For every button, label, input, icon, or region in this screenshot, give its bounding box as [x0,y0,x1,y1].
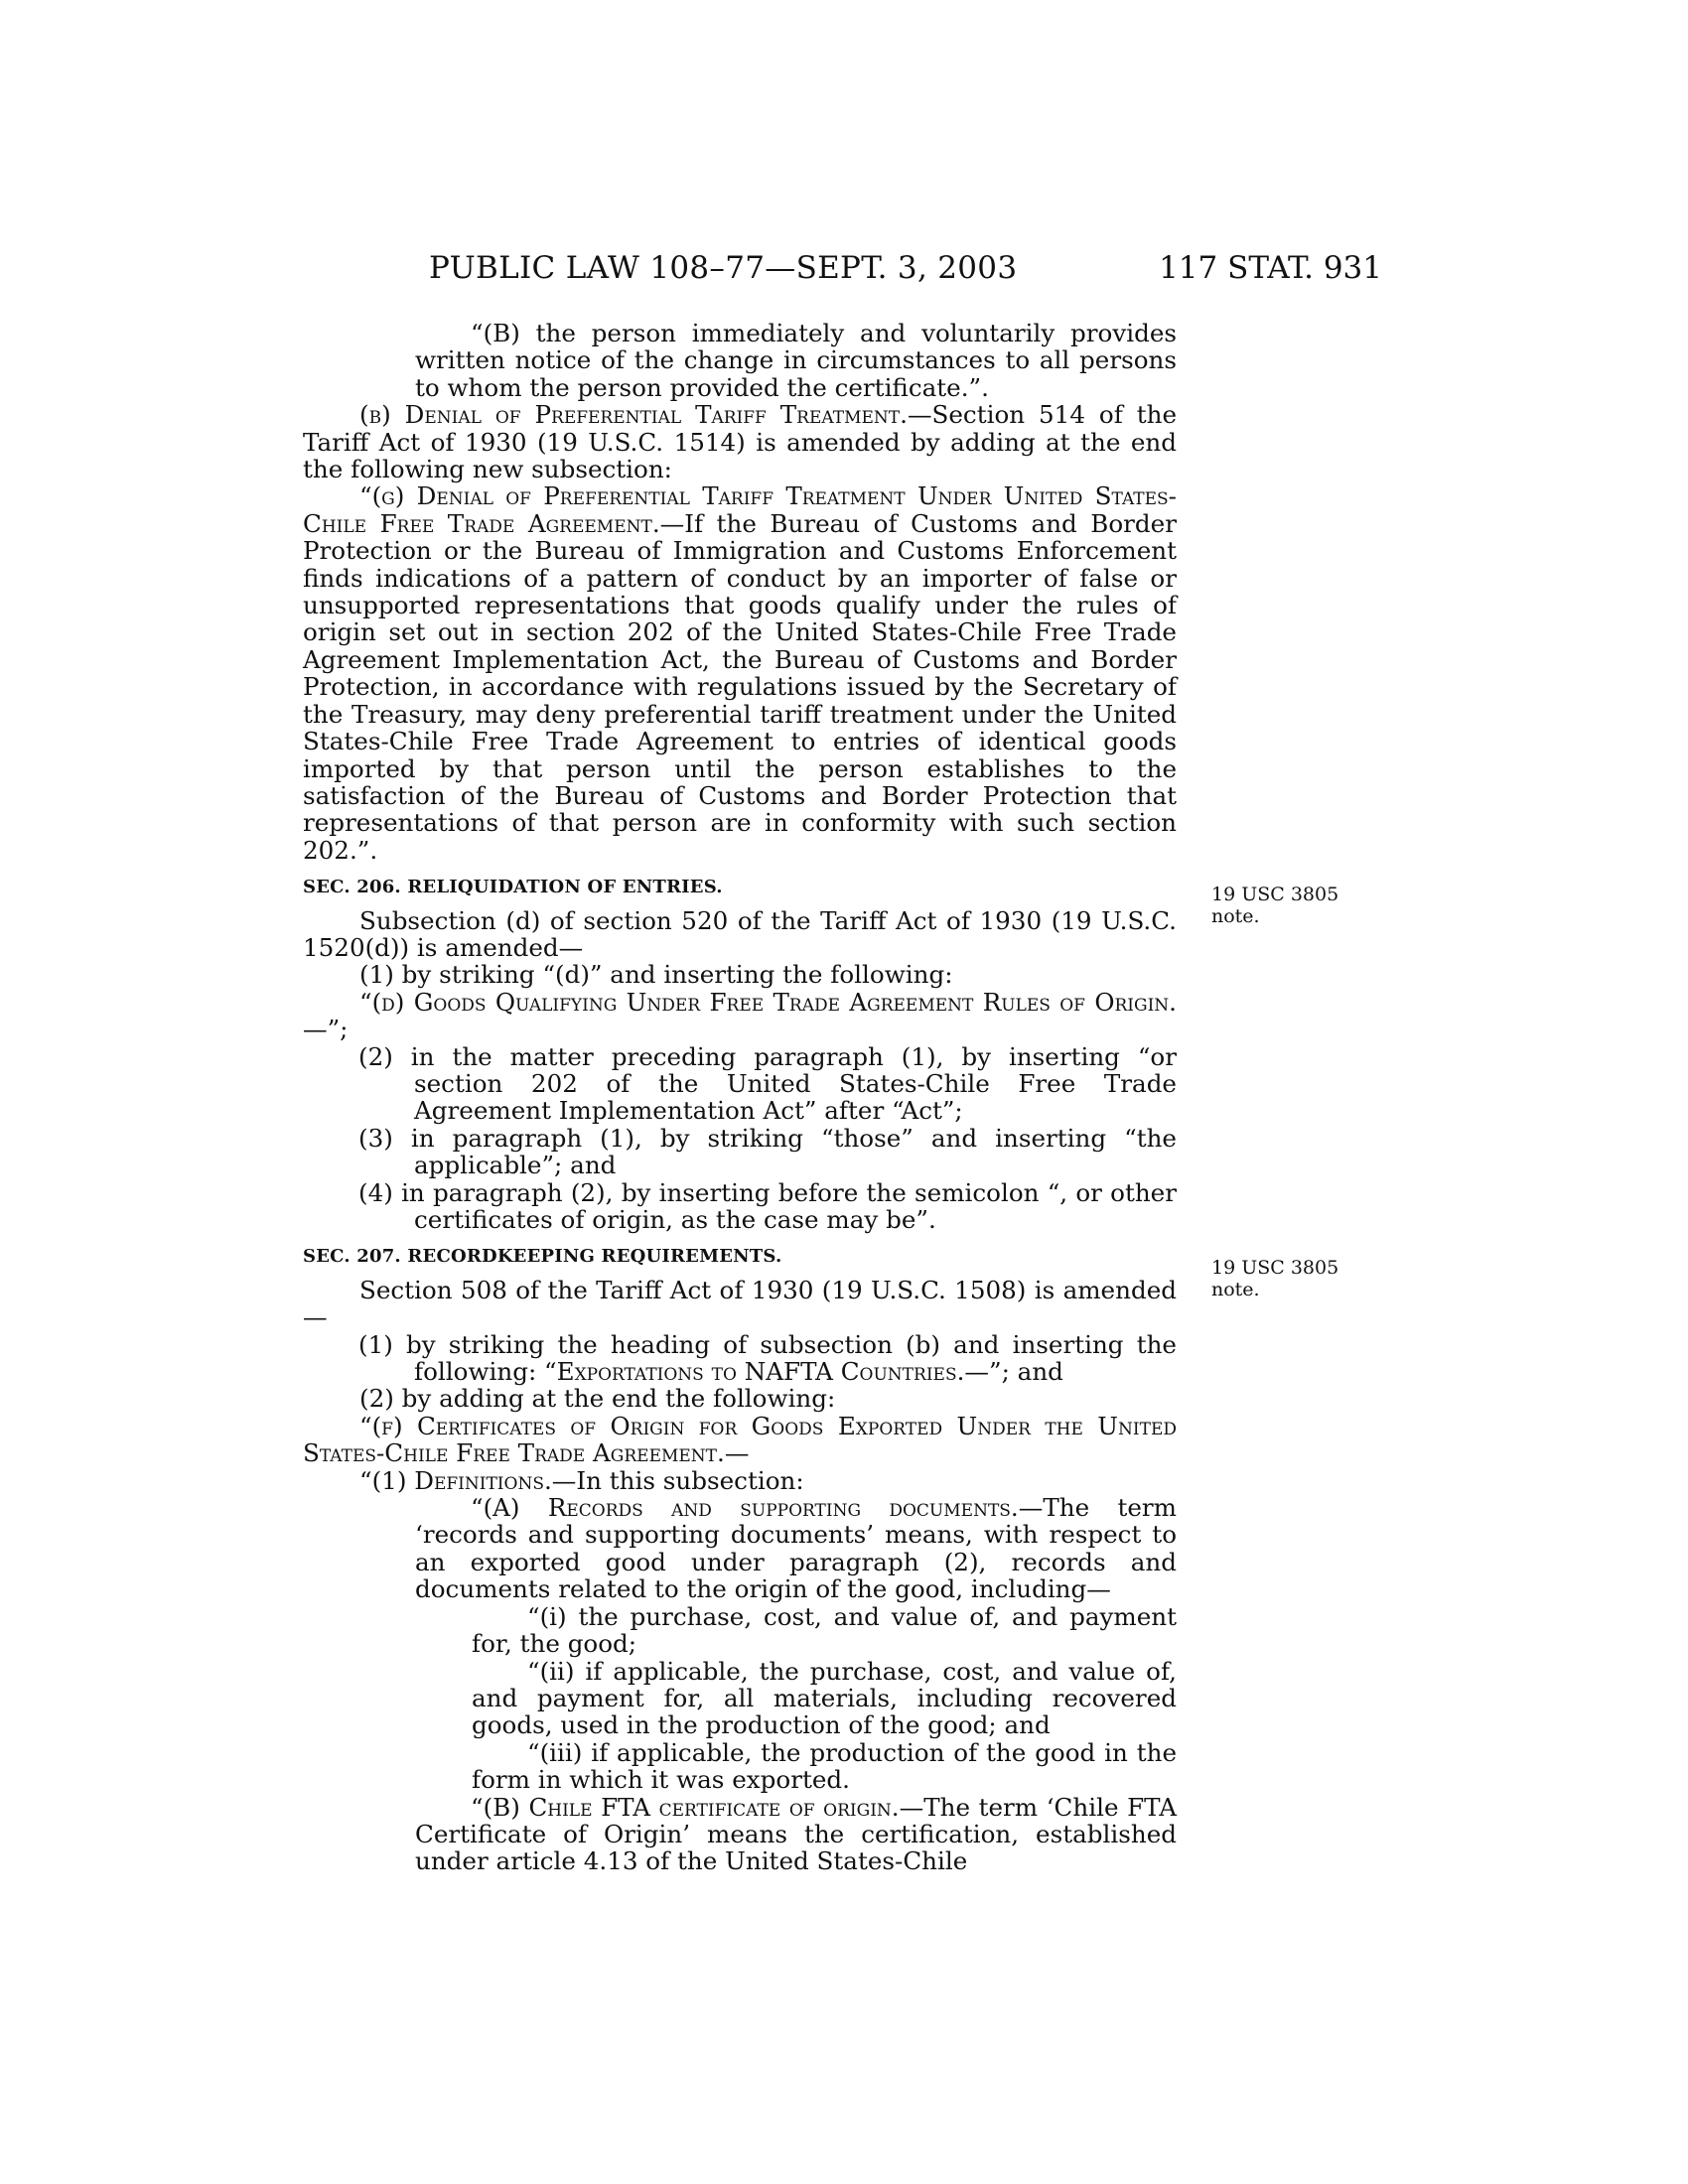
subsection-heading: “(1) Definitions. [359,1465,552,1495]
paragraph-207-subsection-f [303,1413,1177,1467]
paragraph-206-item-2: (2) in the matter preceding paragraph (1), by inserting “or section 202 of the United States-Chile Free Trade Agreement Implementation Act” after “Act”; [358,1041,1177,1126]
paragraph-clause-i: “(i) the purchase, cost, and value of, and payment for, the good; [472,1601,1177,1659]
paragraph-text: —The term ‘Chile FTA Certificate of Origin’ means the certification, established under article 4.13 of the United States-Chile [415,1792,1177,1876]
margin-note-section-206: 19 USC 3805 note. [1211,884,1339,927]
paragraph-text-tail: —”; and [964,1357,1063,1387]
paragraph-text: —The term ‘records and supporting documents’ means, with respect to an exported good under paragraph (2), records and documents related to the origin of the good, including— [415,1493,1177,1604]
paragraph-definition-a [303,1494,1177,1603]
paragraph-section-207-intro: Section 508 of the Tariff Act of 1930 (19 U.S.C. 1508) is amended— [303,1275,1177,1332]
paragraph-denial-subsection-b [303,401,1177,482]
subsection-heading: “(B) Chile FTA certificate of origin. [471,1792,900,1822]
subsection-heading: “(d) Goods Qualifying Under Free Trade Agreement Rules of Origin. [359,987,1177,1017]
margin-note-section-207: 19 USC 3805 note. [1211,1257,1339,1300]
paragraph-206-item-3: (3) in paragraph (1), by striking “those” and inserting “the applicable”; and [358,1123,1177,1180]
document-body [303,320,1177,1875]
paragraph-b-notice: “(B) the person immediately and voluntarily provides written notice of the change in circumstances to all persons to whom the person provided the certificate.”. [415,319,1177,402]
subsection-heading: “(A) Records and supporting documents. [471,1493,1019,1523]
paragraph-definitions [303,1467,1177,1494]
paragraph-text: —In this subsection: [551,1465,804,1495]
paragraph-206-item-4: (4) in paragraph (2), by inserting before the semicolon “, or other certificates of origin, as the case may be”. [358,1177,1177,1234]
subsection-heading: “(g) Denial of Preferential Tariff Treatment Under United States-Chile Free Trade Agreement. [303,481,1177,538]
paragraph-clause-iii: “(iii) if applicable, the production of the good in the form in which it was exported. [472,1737,1177,1795]
page-header-stat-number: 117 STAT. 931 [1159,250,1382,286]
paragraph-206-subsection-d [303,989,1177,1043]
subsection-heading: Exportations to NAFTA Countries. [556,1357,965,1387]
paragraph-207-item-2: (2) by adding at the end the following: [359,1384,836,1414]
paragraph-text: —If the Bureau of Customs and Border Protection or the Bureau of Immigration and Customs Enforcement finds indications of a pattern of conduct by an importer of false or unsupported representations that goods qualify under the rules of origin set out in section 202 of the United States-Chile Free Trade Agreement Implementation Act, the Bureau of Customs and Border Protection, in accordance with regulations issued by the Secretary of the Treasury, may deny preferential tariff treatment under the United States-Chile Free Trade Agreement to entries of identical goods imported by that person until the person establishes to the satisfaction of the Bureau of Customs and Border Protection that representations of that person are in conformity with such section 202.”. [303,508,1177,865]
paragraph-text: (1) by striking the heading of subsection (b) and inserting the following: “ [358,1329,1177,1387]
paragraph-clause-ii: “(ii) if applicable, the purchase, cost, and value of, and payment for, all materials, including recovered goods, used in the production of the good; and [472,1656,1177,1740]
paragraph-text: —”; [303,1015,349,1044]
section-206-heading: SEC. 206. RELIQUIDATION OF ENTRIES. [303,877,723,898]
paragraph-denial-subsection-g [303,482,1177,864]
paragraph-text: —Section 514 of the Tariff Act of 1930 (19 U.S.C. 1514) is amended by adding at the end the following new subsection: [303,400,1178,484]
subsection-heading: (b) Denial of Preferential Tariff Treatment. [359,400,908,430]
paragraph-definition-b [303,1794,1177,1875]
subsection-heading: “(f) Certificates of Origin for Goods Exported Under the United States-Chile Free Trade Agreement. [303,1411,1177,1468]
paragraph-text: — [724,1438,750,1468]
paragraph-section-206-intro: Subsection (d) of section 520 of the Tariff Act of 1930 (19 U.S.C. 1520(d)) is amended— [303,905,1177,962]
paragraph-206-item-1: (1) by striking “(d)” and inserting the following: [359,960,953,990]
page-header-title: PUBLIC LAW 108–77—SEPT. 3, 2003 [429,250,1018,286]
page-header [429,250,1382,290]
section-207-heading: SEC. 207. RECORDKEEPING REQUIREMENTS. [303,1246,782,1268]
paragraph-207-item-1 [303,1331,1177,1386]
